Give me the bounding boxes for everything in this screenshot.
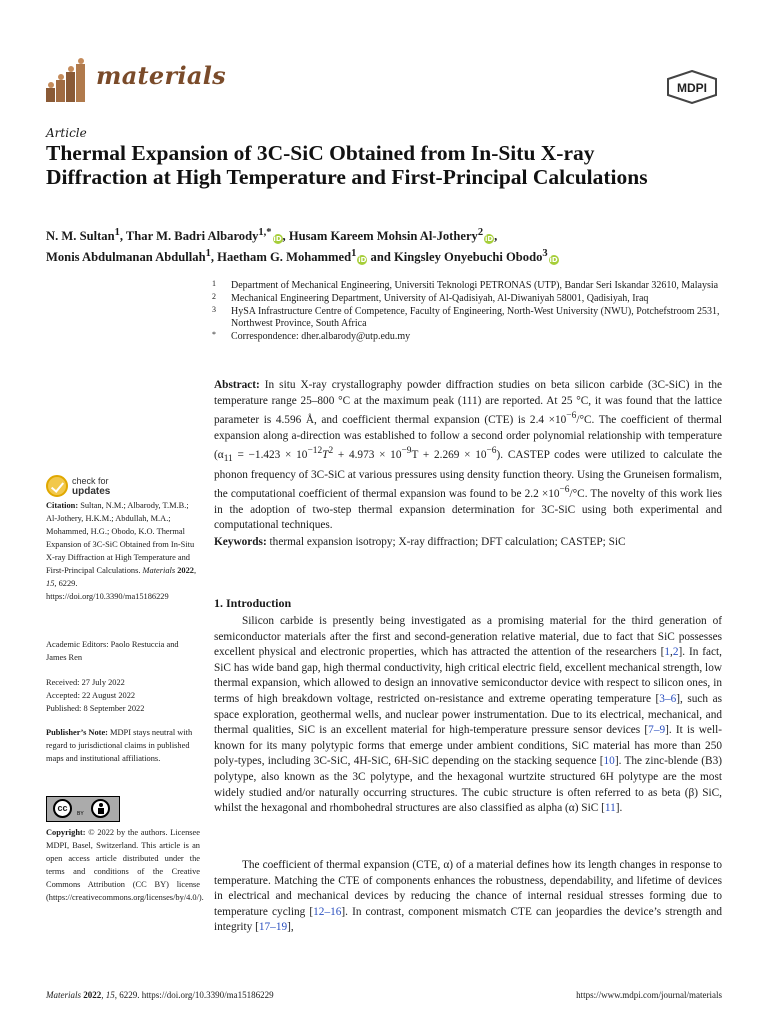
affiliation-item (212, 293, 732, 306)
author-affil: 1 (205, 248, 211, 260)
reference-link[interactable]: 1 (664, 646, 670, 659)
author-name: Monis Abdulmanan Abdullah (46, 250, 206, 265)
journal-logo[interactable] (46, 58, 236, 108)
affiliation-item (212, 280, 732, 293)
copyright-text: © 2022 by the authors. Licensee MDPI, Basel, Switzerland. This article is an open access article distributed under the terms and conditions of the Creative Commons Attribution (CC BY) license (https://creativecommons.org/licenses/by/4.0/). (46, 828, 204, 902)
citation-volume: 15 (46, 579, 55, 588)
publisher-name: MDPI (677, 81, 707, 95)
footer-year: 2022 (83, 990, 102, 1000)
keywords-text: thermal expansion isotropy; X-ray diffraction; DFT calculation; CASTEP; SiC (269, 536, 626, 548)
body-paragraph: The coefficient of thermal expansion (CTE, α) of a material defines how its length changes in response to temperature. Matching the CTE of components enhances the robustness, dependability, and lifetime of devices in electrical and mechanical devices by reducing the chance of internal residual stresses forming due to temperature cycling [12–16]. In contrast, component mismatch CTE can jeopardies the device’s strength and integrity [17–19], (214, 859, 722, 934)
citation-label: Citation: (46, 501, 79, 510)
publisher-note (46, 726, 200, 765)
reference-link[interactable]: 3–6 (659, 692, 677, 705)
keywords (214, 535, 722, 550)
author-list: N. M. Sultan$^1$, Thar M. Badri Albarody$^{1,*}$iD, Husam Kareem Mohsin Al-Jothery$^2$iD, Monis Abdulmanan Abdullah$^1$, Haetham G. Mohammed$^1$iD and Kingsley Onyebuchi Obodo$^3$iD (46, 227, 558, 265)
citation-text: Sultan, N.M.; Albarody, T.M.B.; Al-Jothery, H.K.M.; Abdullah, M.A.; Mohammed, H.G.; Obodo, K.O. Thermal Expansion of 3C-SiC Obtained from In-Situ X-ray Diffraction at High Temperature and First-Principal Calculations. (46, 501, 195, 575)
correspondence-email[interactable]: Correspondence: dher.albarody@utp.edu.my (231, 331, 411, 343)
publisher-note-text: MDPI stays neutral with regard to jurisdictional claims in published maps and institutional affiliations. (46, 728, 193, 763)
author-affil: 2 (477, 227, 484, 238)
citation-year: 2022 (177, 566, 194, 575)
orcid-icon[interactable]: iD (549, 256, 558, 265)
author-joiner: and (370, 250, 391, 265)
affiliation-text: HySA Infrastructure Centre of Competence, Faculty of Engineering, North-West University (NWU), Potchefstroom 2531, Northwest Province, South Africa (231, 305, 720, 330)
section-heading: 1. Introduction (214, 596, 292, 610)
materials-logo-icon (46, 58, 90, 104)
publisher-logo[interactable] (666, 70, 718, 104)
author-affil: 1 (351, 248, 357, 260)
author-affil: 1,* (258, 227, 272, 238)
affiliation-mark: 3 (212, 304, 216, 314)
affiliation-text: Mechanical Engineering Department, University of Al-Qadisiyah, Al-Diwaniyah 58001, Qadisiyah, Iraq (231, 292, 649, 304)
author-affil: 3 (542, 248, 548, 260)
publisher-note-label: Publisher’s Note: (46, 728, 108, 737)
affiliations (212, 280, 732, 344)
footer-volume: 15 (105, 990, 115, 1000)
keywords-label: Keywords: (214, 536, 267, 548)
author-name: Thar M. Badri Albarody (125, 229, 259, 244)
cc-icon: cc (53, 799, 72, 818)
footer-doi-link[interactable]: , 6229. https://doi.org/10.3390/ma15186229 (114, 990, 274, 1000)
affiliation-text: Department of Mechanical Engineering, Universiti Teknologi PETRONAS (UTP), Bandar Seri Iskandar 32610, Malaysia (231, 280, 719, 291)
citation-block: Citation: Sultan, N.M.; Albarody, T.M.B.; Al-Jothery, H.K.M.; Abdullah, M.A.; Mohammed, H.G.; Obodo, K.O. Thermal Expansion of 3C-SiC Obtained from In-Situ X-ray Diffraction at High Temperature and First-Principal Calculations. Materials 2022, 15, 6229. https://doi.org/10.3390/ma15186229 (46, 501, 197, 601)
author-name: Haetham G. Mohammed (217, 250, 352, 265)
author-affil: 1 (114, 227, 120, 238)
academic-editors: Academic Editors: Paolo Restuccia and James Ren (46, 640, 179, 662)
body-paragraph: Silicon carbide is presently being investigated as a promising material for the third generation of semiconductor materials after the first and second-generation relative material, due to fact that SiC possesses excellent physical and electronic properties, which has attracted the attention of the researchers [1,2]. In fact, SiC has wide band gap, high thermal conductivity, high critical electric field, excellent mechanical strength, low thermal expansion, which allowed to design an innovative semiconductor device with respect to silicon ones, in terms of high breakdown voltage, restricted on-resistance and extreme operating temperature [3–6], such as space exploration, geothermal wells, and nuclear power instrumentation. Due to its electrical, mechanical, and thermal qualities, SiC is an excellent material for high-temperature pressure sensor devices [7–9]. It is well-known for its many polytypic forms that emerge under ambient conditions, SiC material has more than 250 poly-types, including 3C-SiC, 4H-SiC, 6H-SiC depending on the stacking sequence [10]. The zinc-blende (B3) polytype, also known as the 3C polytype, and the hexagonal wurtzite structured 6H polytype are the most widely studied and/or naturally occurring structures. The cubic structure is often referred to as beta (β) SiC, whilst the hexagonal and rhombohedral structures are also classified as alpha (α) SiC [11]. (214, 615, 722, 815)
citation-doi[interactable]: , 6229. https://doi.org/10.3390/ma15186229 (46, 579, 169, 601)
reference-link[interactable]: 17–19 (258, 921, 288, 934)
attribution-icon (91, 799, 110, 818)
reference-link[interactable]: 10 (603, 755, 615, 768)
footer-journal-url[interactable]: https://www.mdpi.com/journal/materials (576, 990, 722, 1000)
affiliation-item (212, 306, 732, 332)
mdpi-logo-icon (666, 70, 718, 104)
journal-name: materials (96, 61, 226, 90)
check-for-updates-button[interactable] (46, 475, 136, 499)
author-name: Husam Kareem Mohsin Al-Jothery (288, 229, 478, 244)
orcid-icon[interactable]: iD (484, 235, 494, 244)
received-date: Received: 27 July 2022 (46, 678, 125, 687)
cc-by-label: BY (77, 811, 84, 817)
check-updates-line2: updates (72, 486, 111, 497)
footer-citation: Materials 2022, 15, 6229. https://doi.org/10.3390/ma15186229 (46, 990, 274, 1000)
cc-license-badge[interactable] (46, 796, 120, 822)
check-updates-line1: check for (72, 476, 109, 486)
copyright-label: Copyright: (46, 828, 86, 837)
affiliation-item (212, 331, 732, 344)
dates-block (46, 676, 200, 715)
citation-journal: Materials (142, 566, 176, 575)
affiliation-mark: 2 (212, 291, 216, 301)
abstract: Abstract: In situ X-ray crystallography powder diffraction studies on beta silicon carbide (3C-SiC) in the temperature range 25–800 °C at the maximum peak (111) are reported. At 25 °C, it was found that the lattice parameter is 4.596 Å, and coefficient thermal expansion (CTE) is $2.4 \times 10^{-6}/^\circ C$. The coefficient of thermal expansion along a-direction was established to follow a second order polynomial relationship with temperature $(\alpha_{11} = -1.423 \times 10^{-12}T^2 + 4.973 \times 10^{-9}T + 2.269 \times 10^{-6})$. CASTEP codes were utilized to calculate the phonon frequency of 3C-SiC at various pressures using density function theory. Using the Gruneisen formalism, the computational coefficient of thermal expansion was found to be $2.2 \times 10^{-6}/^\circ C$. The novelty of this work lies in the adoption of two-step thermal expansion determination for 3C-SiC using both experimental and computational techniques. (214, 379, 723, 532)
author-name: Kingsley Onyebuchi Obodo (394, 250, 543, 265)
accepted-date: Accepted: 22 August 2022 (46, 691, 136, 700)
author-name: N. M. Sultan (46, 229, 115, 244)
orcid-icon[interactable]: iD (273, 235, 282, 244)
copyright-block (46, 826, 204, 904)
footer-journal: Materials (46, 990, 81, 1000)
abstract-label: Abstract: (214, 379, 260, 391)
article-title: Thermal Expansion of 3C-SiC Obtained from In-Situ X-ray Diffraction at High Temperature and First-Principal Calculations (46, 141, 648, 189)
reference-link[interactable]: 7–9 (648, 724, 666, 737)
reference-link[interactable]: 2 (672, 646, 679, 659)
affiliation-mark: * (212, 330, 216, 340)
orcid-icon[interactable]: iD (358, 256, 367, 265)
checkmark-icon (46, 475, 68, 497)
article-type: Article (46, 126, 87, 140)
published-date: Published: 8 September 2022 (46, 704, 145, 713)
affiliation-mark: 1 (212, 279, 216, 288)
reference-link[interactable]: 11 (604, 802, 616, 815)
reference-link[interactable]: 12–16 (313, 905, 342, 918)
